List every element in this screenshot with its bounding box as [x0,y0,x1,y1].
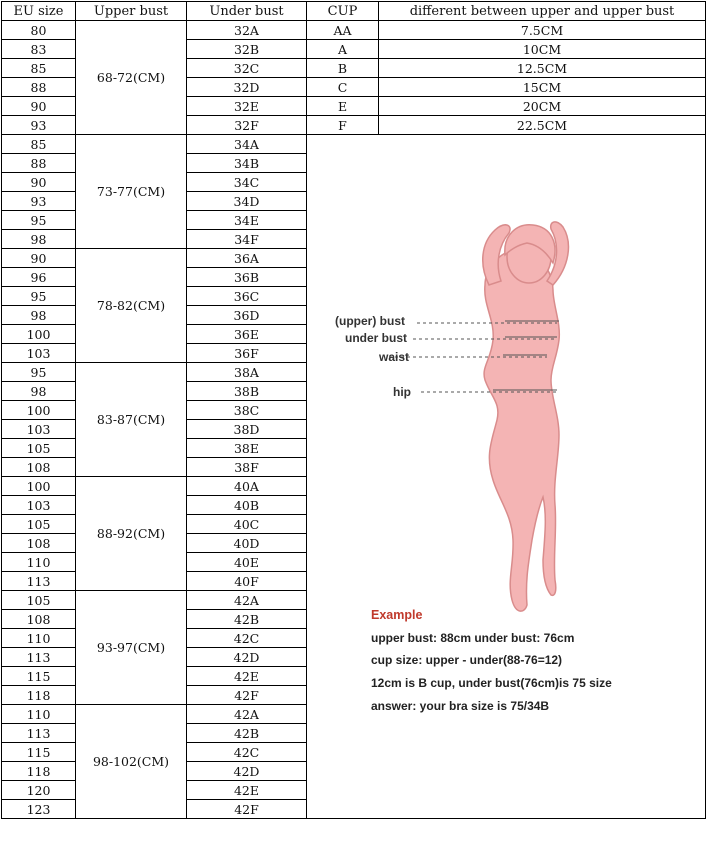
upper-bust-cell: 93-97(CM) [76,591,187,705]
under-bust-cell: 40F [187,572,307,591]
header-cup: CUP [307,2,379,21]
under-bust-cell: 42F [187,800,307,819]
under-bust-cell: 42C [187,743,307,762]
under-bust-cell: 34E [187,211,307,230]
cup-cell: B [307,59,379,78]
under-bust-cell: 32F [187,116,307,135]
under-bust-cell: 40D [187,534,307,553]
under-bust-cell: 42B [187,610,307,629]
under-bust-cell: 32E [187,97,307,116]
under-bust-cell: 38E [187,439,307,458]
under-bust-cell: 32D [187,78,307,97]
figure-cell [307,135,706,819]
eu-size-cell: 90 [2,173,76,192]
eu-size-cell: 100 [2,325,76,344]
under-bust-cell: 36E [187,325,307,344]
size-chart-body [2,21,706,819]
example-title: Example [371,608,423,622]
cup-cell: E [307,97,379,116]
under-bust-cell: 40E [187,553,307,572]
difference-cell: 7.5CM [379,21,706,40]
under-bust-cell: 34B [187,154,307,173]
under-bust-cell: 34D [187,192,307,211]
under-bust-cell: 32B [187,40,307,59]
under-bust-cell: 38C [187,401,307,420]
under-bust-cell: 34F [187,230,307,249]
header-row [2,2,706,21]
under-bust-cell: 36A [187,249,307,268]
under-bust-cell: 42B [187,724,307,743]
eu-size-cell: 118 [2,686,76,705]
eu-size-cell: 103 [2,496,76,515]
eu-size-cell: 105 [2,439,76,458]
eu-size-cell: 85 [2,59,76,78]
eu-size-cell: 108 [2,458,76,477]
eu-size-cell: 120 [2,781,76,800]
under-bust-cell: 38B [187,382,307,401]
eu-size-cell: 118 [2,762,76,781]
cup-cell: C [307,78,379,97]
under-bust-cell: 36B [187,268,307,287]
under-bust-cell: 42C [187,629,307,648]
eu-size-cell: 108 [2,610,76,629]
eu-size-cell: 100 [2,477,76,496]
under-bust-cell: 36D [187,306,307,325]
label-waist: waist [379,350,410,364]
eu-size-cell: 108 [2,534,76,553]
eu-size-cell: 98 [2,382,76,401]
under-bust-cell: 36C [187,287,307,306]
under-bust-cell: 42D [187,648,307,667]
difference-cell: 20CM [379,97,706,116]
eu-size-cell: 95 [2,211,76,230]
eu-size-cell: 95 [2,363,76,382]
eu-size-cell: 93 [2,192,76,211]
eu-size-cell: 83 [2,40,76,59]
eu-size-cell: 113 [2,572,76,591]
eu-size-cell: 105 [2,591,76,610]
under-bust-cell: 42A [187,591,307,610]
example-line-1: upper bust: 88cm under bust: 76cm [371,631,575,645]
under-bust-cell: 38F [187,458,307,477]
header-under-bust: Under bust [187,2,307,21]
eu-size-cell: 113 [2,724,76,743]
upper-bust-cell: 78-82(CM) [76,249,187,363]
eu-size-cell: 95 [2,287,76,306]
eu-size-cell: 100 [2,401,76,420]
table-row [2,135,706,154]
eu-size-cell: 103 [2,344,76,363]
eu-size-cell: 105 [2,515,76,534]
eu-size-cell: 90 [2,97,76,116]
eu-size-cell: 115 [2,667,76,686]
eu-size-cell: 88 [2,154,76,173]
under-bust-cell: 42F [187,686,307,705]
under-bust-cell: 40A [187,477,307,496]
difference-cell: 12.5CM [379,59,706,78]
header-upper-bust: Upper bust [76,2,187,21]
table-row [2,21,706,40]
eu-size-cell: 110 [2,705,76,724]
under-bust-cell: 40C [187,515,307,534]
cup-cell: A [307,40,379,59]
label-under-bust: under bust [345,331,407,345]
eu-size-cell: 98 [2,306,76,325]
difference-cell: 10CM [379,40,706,59]
under-bust-cell: 32C [187,59,307,78]
cup-cell: F [307,116,379,135]
difference-cell: 22.5CM [379,116,706,135]
difference-cell: 15CM [379,78,706,97]
upper-bust-cell: 98-102(CM) [76,705,187,819]
eu-size-cell: 123 [2,800,76,819]
eu-size-cell: 110 [2,629,76,648]
under-bust-cell: 42E [187,781,307,800]
eu-size-cell: 93 [2,116,76,135]
example-line-2: cup size: upper - under(88-76=12) [371,653,563,667]
example-line-4: answer: your bra size is 75/34B [371,699,550,713]
under-bust-cell: 34C [187,173,307,192]
under-bust-cell: 42E [187,667,307,686]
eu-size-cell: 115 [2,743,76,762]
eu-size-cell: 80 [2,21,76,40]
example-line-3: 12cm is B cup, under bust(76cm)is 75 size [371,676,612,690]
body-silhouette [484,250,559,611]
eu-size-cell: 88 [2,78,76,97]
upper-bust-cell: 83-87(CM) [76,363,187,477]
under-bust-cell: 38D [187,420,307,439]
size-chart-table [1,1,706,819]
eu-size-cell: 113 [2,648,76,667]
under-bust-cell: 34A [187,135,307,154]
eu-size-cell: 85 [2,135,76,154]
under-bust-cell: 40B [187,496,307,515]
upper-bust-cell: 68-72(CM) [76,21,187,135]
header-difference: different between upper and upper bust [379,2,706,21]
upper-bust-cell: 88-92(CM) [76,477,187,591]
header-eu-size: EU size [2,2,76,21]
eu-size-cell: 103 [2,420,76,439]
under-bust-cell: 36F [187,344,307,363]
eu-size-cell: 98 [2,230,76,249]
label-upper-bust: (upper) bust [335,314,405,328]
woman-figure-illustration [483,222,569,611]
under-bust-cell: 38A [187,363,307,382]
label-hip: hip [393,385,411,399]
under-bust-cell: 42D [187,762,307,781]
eu-size-cell: 90 [2,249,76,268]
cup-cell: AA [307,21,379,40]
body-measurement-figure [307,135,705,855]
eu-size-cell: 96 [2,268,76,287]
upper-bust-cell: 73-77(CM) [76,135,187,249]
under-bust-cell: 42A [187,705,307,724]
eu-size-cell: 110 [2,553,76,572]
under-bust-cell: 32A [187,21,307,40]
